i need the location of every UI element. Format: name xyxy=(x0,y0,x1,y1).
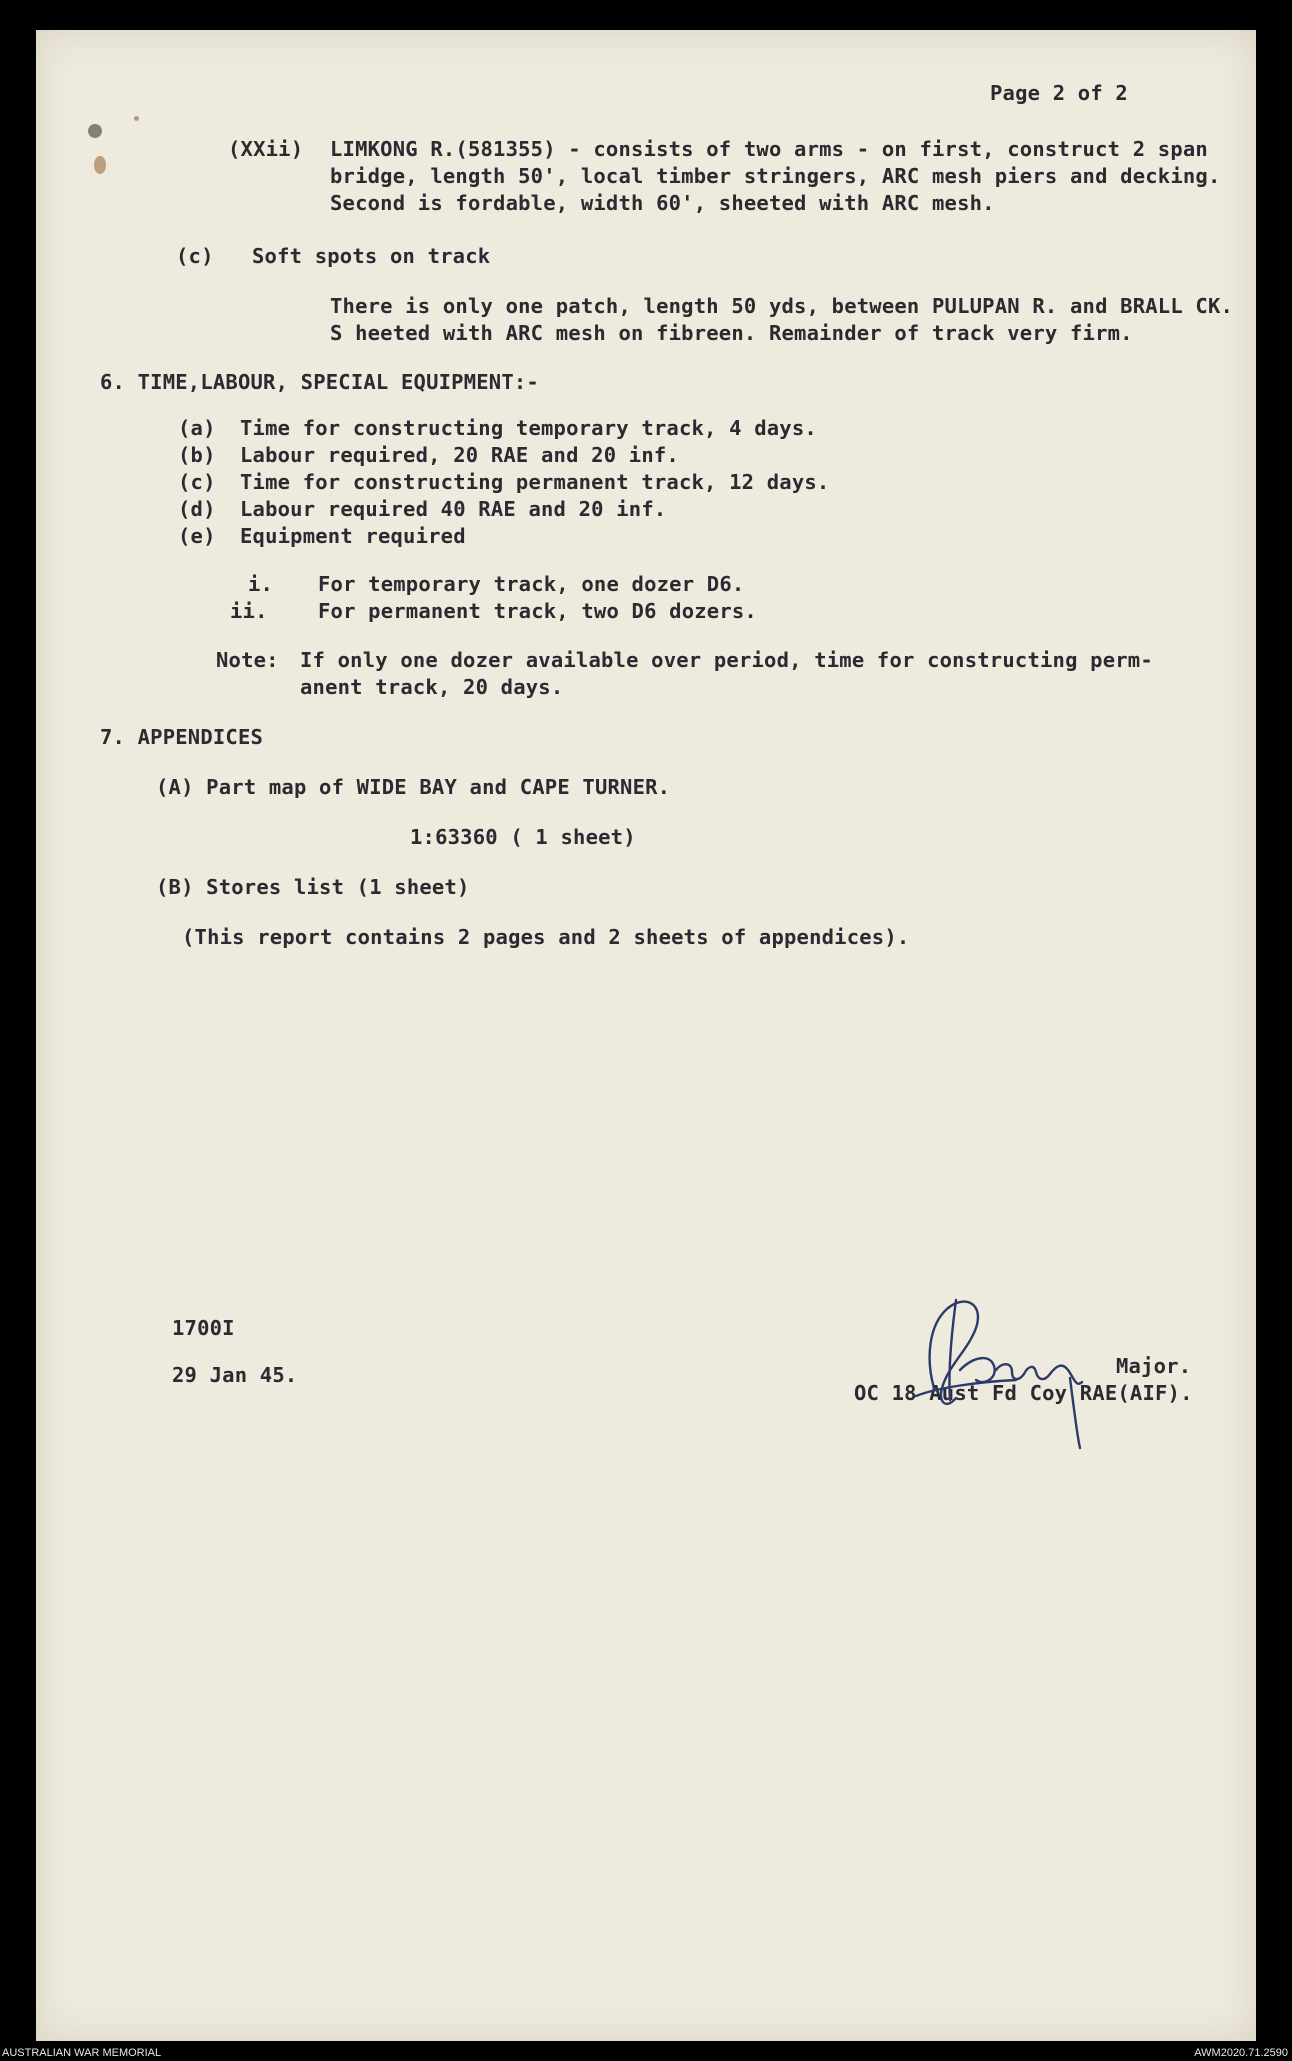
contents-note: (This report contains 2 pages and 2 sheets of appendices). xyxy=(182,925,910,949)
list-item: Time for constructing permanent track, 12 days. xyxy=(240,470,830,494)
body-line: LIMKONG R.(581355) - consists of two arms - on first, construct 2 span xyxy=(330,137,1208,161)
appendix-b: (B) Stores list (1 sheet) xyxy=(156,875,470,899)
rust-mark xyxy=(134,116,139,121)
note-label: Note: xyxy=(216,648,279,672)
list-item: Time for constructing temporary track, 4 days. xyxy=(240,416,817,440)
sub-list-label: ii. xyxy=(230,599,268,623)
list-label: (d) xyxy=(178,497,216,521)
item-number-xxii: (XXii) xyxy=(228,137,304,161)
appendix-a: (A) Part map of WIDE BAY and CAPE TURNER. xyxy=(156,775,671,799)
list-label: (a) xyxy=(178,416,216,440)
body-line: Second is fordable, width 60', sheeted with ARC mesh. xyxy=(330,191,995,215)
signer-unit: OC 18 Aust Fd Coy RAE(AIF). xyxy=(854,1381,1193,1405)
section-heading-6: 6. TIME,LABOUR, SPECIAL EQUIPMENT:- xyxy=(100,370,539,394)
note-line: anent track, 20 days. xyxy=(300,675,564,699)
sub-list-label: i. xyxy=(248,572,274,596)
footer-reference: AWM2020.71.2590 xyxy=(1194,2047,1288,2059)
list-item: Labour required 40 RAE and 20 inf. xyxy=(240,497,667,521)
list-label: (e) xyxy=(178,524,216,548)
body-line: There is only one patch, length 50 yds, between PULUPAN R. and BRALL CK. xyxy=(330,294,1234,318)
time-stamp: 1700I xyxy=(172,1316,235,1340)
body-line: bridge, length 50', local timber stringers, ARC mesh piers and decking. xyxy=(330,164,1221,188)
document-page xyxy=(36,30,1256,2041)
sub-label-c: (c) xyxy=(176,244,214,268)
date: 29 Jan 45. xyxy=(172,1363,298,1387)
footer-credit: AUSTRALIAN WAR MEMORIAL xyxy=(2,2047,162,2059)
note-line: If only one dozer available over period, time for constructing perm- xyxy=(300,648,1153,672)
list-label: (c) xyxy=(178,470,216,494)
sub-list-item: For temporary track, one dozer D6. xyxy=(318,572,745,596)
signature-image xyxy=(856,1270,1136,1450)
sub-list-item: For permanent track, two D6 dozers. xyxy=(318,599,757,623)
rust-mark xyxy=(94,156,106,174)
signer-rank: Major. xyxy=(1116,1354,1192,1378)
sub-heading: Soft spots on track xyxy=(252,244,491,268)
body-line: S heeted with ARC mesh on fibreen. Remainder of track very firm. xyxy=(330,321,1133,345)
list-label: (b) xyxy=(178,443,216,467)
list-item: Labour required, 20 RAE and 20 inf. xyxy=(240,443,679,467)
list-item: Equipment required xyxy=(240,524,466,548)
section-heading-7: 7. APPENDICES xyxy=(100,725,264,749)
map-scale: 1:63360 ( 1 sheet) xyxy=(410,825,636,849)
stain-mark xyxy=(88,124,102,138)
page-number: Page 2 of 2 xyxy=(990,81,1128,105)
